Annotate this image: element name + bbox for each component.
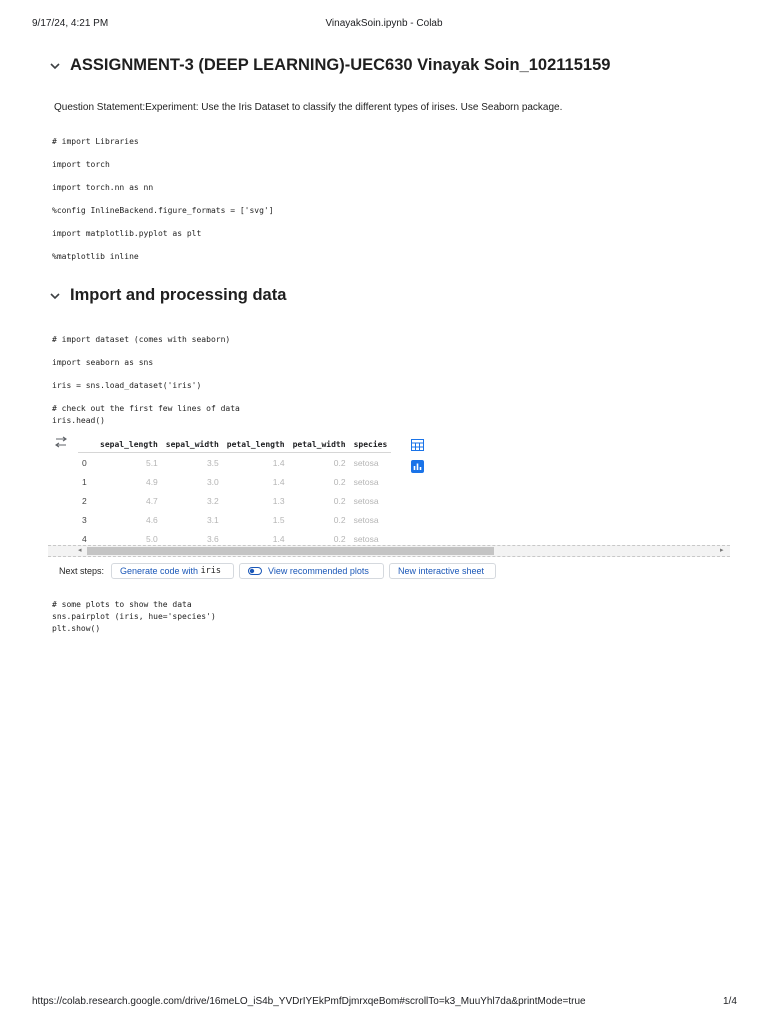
code-line: import torch: [52, 160, 110, 169]
code-line: import matplotlib.pyplot as plt: [52, 229, 202, 238]
code-line: %config InlineBackend.figure_formats = ['svg']: [52, 206, 274, 215]
table-cell: 1.4: [272, 533, 285, 544]
row-index: 2: [82, 495, 87, 506]
table-cell: 5.1: [145, 457, 158, 468]
table-cell: 0.2: [333, 533, 346, 544]
table-cell: 0.2: [333, 457, 346, 468]
scroll-left-arrow[interactable]: ◂: [78, 547, 82, 554]
table-cell: setosa: [353, 457, 379, 468]
table-cell: 3.5: [206, 457, 219, 468]
row-index: 3: [82, 514, 87, 525]
table-cell: setosa: [353, 533, 379, 544]
horizontal-scrollbar[interactable]: [48, 545, 730, 557]
code-line: plt.show(): [52, 624, 101, 633]
view-plots-label: View recommended plots: [268, 566, 369, 576]
table-cell: 3.6: [206, 533, 219, 544]
code-line: # check out the first few lines of data: [52, 404, 240, 413]
scrollbar-thumb[interactable]: [87, 547, 494, 555]
table-cell: 1.3: [272, 495, 285, 506]
code-line: # import dataset (comes with seaborn): [52, 335, 231, 344]
table-row: [78, 510, 391, 529]
generate-code-button[interactable]: [111, 563, 234, 579]
code-line: # some plots to show the data: [52, 600, 192, 609]
print-url: https://colab.research.google.com/drive/16meLO_iS4b_YVDrIYEkPmfDjmrxqeBom#scrollTo=k3_MuuYhl7da&printMode=true: [32, 996, 586, 1007]
section-header-processing: [48, 286, 286, 305]
chevron-down-icon[interactable]: [48, 289, 62, 303]
row-index: 4: [82, 533, 87, 544]
table-icon[interactable]: [411, 439, 424, 451]
row-index: 1: [82, 476, 87, 487]
dataframe-output: [78, 436, 402, 545]
section-title: Import and processing data: [70, 286, 287, 304]
column-header: sepal_length: [96, 436, 162, 453]
page-number: 1/4: [723, 996, 737, 1007]
index-header: [78, 436, 96, 453]
chevron-down-icon[interactable]: [48, 59, 62, 73]
code-line: import seaborn as sns: [52, 358, 154, 367]
dataframe-table: [78, 436, 391, 545]
generate-code-variable: iris: [200, 566, 222, 576]
code-line: iris.head(): [52, 416, 105, 425]
code-line: # import Libraries: [52, 137, 139, 146]
column-header: species: [350, 436, 392, 453]
section-title: ASSIGNMENT-3 (DEEP LEARNING)-UEC630 Vinayak Soin_102115159: [70, 56, 611, 74]
table-row: [78, 529, 391, 545]
toggle-icon: [248, 567, 262, 575]
table-cell: 3.2: [206, 495, 219, 506]
table-cell: 1.5: [272, 514, 285, 525]
code-line: import torch.nn as nn: [52, 183, 154, 192]
table-cell: 4.6: [145, 514, 158, 525]
new-sheet-label: New interactive sheet: [398, 566, 485, 576]
table-cell: setosa: [353, 495, 379, 506]
table-cell: 3.0: [206, 476, 219, 487]
table-cell: 0.2: [333, 476, 346, 487]
table-row: [78, 453, 391, 473]
column-header: petal_width: [289, 436, 350, 453]
output-toggle-icon[interactable]: [55, 436, 70, 448]
table-cell: 4.9: [145, 476, 158, 487]
table-cell: 1.4: [272, 457, 285, 468]
print-title: VinayakSoin.ipynb - Colab: [325, 18, 443, 29]
table-cell: setosa: [353, 476, 379, 487]
table-cell: 0.2: [333, 495, 346, 506]
code-line: iris = sns.load_dataset('iris'): [52, 381, 202, 390]
view-recommended-plots-button[interactable]: [239, 563, 384, 579]
table-cell: 3.1: [206, 514, 219, 525]
table-row: [78, 491, 391, 510]
column-header: petal_length: [223, 436, 289, 453]
table-cell: 1.4: [272, 476, 285, 487]
table-cell: 0.2: [333, 514, 346, 525]
table-cell: setosa: [353, 514, 379, 525]
column-header: sepal_width: [162, 436, 223, 453]
generate-code-label: Generate code with: [120, 566, 199, 576]
chart-icon[interactable]: [411, 460, 424, 473]
table-cell: 4.7: [145, 495, 158, 506]
section-header-assignment: [48, 56, 610, 75]
question-statement: Question Statement:Experiment: Use the Iris Dataset to classify the different types of irises. Use Seaborn package.: [54, 102, 563, 113]
table-row: [78, 472, 391, 491]
new-interactive-sheet-button[interactable]: [389, 563, 496, 579]
next-steps-label: Next steps:: [59, 566, 105, 576]
print-datetime: 9/17/24, 4:21 PM: [32, 18, 109, 29]
scroll-right-arrow[interactable]: ▸: [720, 547, 724, 554]
code-line: %matplotlib inline: [52, 252, 139, 261]
row-index: 0: [82, 457, 87, 468]
table-cell: 5.0: [145, 533, 158, 544]
code-line: sns.pairplot (iris, hue='species'): [52, 612, 216, 621]
table-header-row: [78, 436, 391, 453]
